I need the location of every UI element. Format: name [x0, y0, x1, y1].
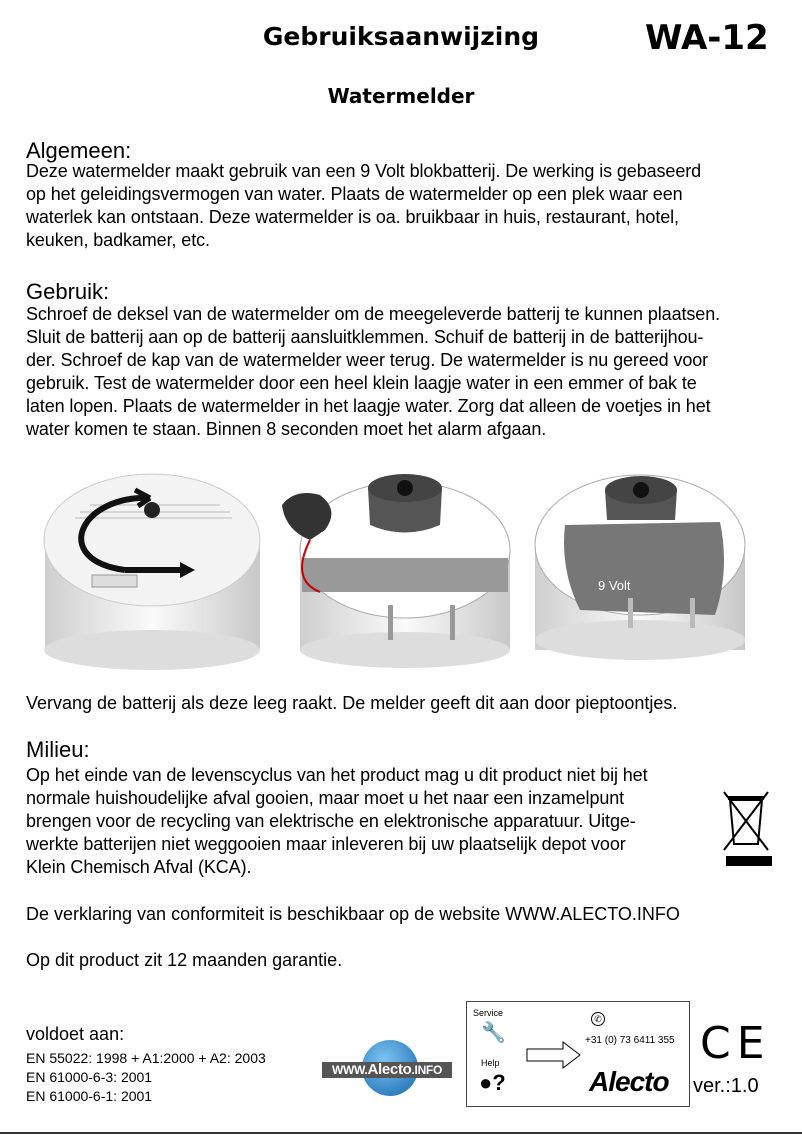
text-line: keuken, badkamer, etc.: [26, 230, 210, 250]
battery-replacement-note: Vervang de batterij als deze leeg raakt. De melder geeft dit aan door pieptoontjes.: [26, 693, 678, 713]
text-line: Deze watermelder maakt gebruik van een 9 Volt blokbatterij. De werking is gebaseerd: [26, 161, 702, 181]
paragraph-gebruik: [26, 303, 720, 441]
subtitle: Watermelder: [327, 84, 475, 108]
text-line: water komen te staan. Binnen 8 seconden moet het alarm afgaan.: [26, 419, 547, 439]
compliance-label: voldoet aan:: [26, 1024, 125, 1044]
warranty-note: Op dit product zit 12 maanden garantie.: [26, 950, 343, 970]
standards-list: [26, 1049, 266, 1106]
text-line: werkte batterijen niet weggooien maar inleveren bij uw plaatselijk depot voor: [26, 834, 626, 854]
text-line: gebruik. Test de watermelder door een heel klein laagje water in een emmer of bak te: [26, 373, 697, 393]
help-label: Help: [481, 1058, 500, 1068]
help-person-icon: ●?: [479, 1070, 506, 1095]
text-line: op het geleidingsvermogen van water. Plaats de watermelder op een plek waar een: [26, 184, 683, 204]
phone-icon: ✆: [591, 1012, 605, 1026]
detector-closed: [44, 474, 260, 670]
service-label: Service: [473, 1008, 504, 1018]
bottom-divider: [0, 1132, 802, 1134]
heading-milieu: Milieu:: [26, 737, 90, 762]
version-label: ver.:1.0: [693, 1075, 759, 1097]
weee-bin-icon: [718, 788, 774, 868]
text-line: Sluit de batterij aan op de batterij aansluitklemmen. Schuif de batterij in de batterijhou-: [26, 327, 704, 347]
text-line: laten lopen. Plaats de watermelder in het laagje water. Zorg dat alleen de voetjes in het: [26, 396, 711, 416]
service-phone: +31 (0) 73 6411 355: [585, 1035, 675, 1046]
heading-gebruik: Gebruik:: [26, 279, 110, 304]
service-box: [466, 1001, 690, 1107]
conformity-note: De verklaring van conformiteit is beschikbaar op de website WWW.ALECTO.INFO: [26, 904, 680, 924]
wrench-icon: 🔧: [481, 1022, 506, 1044]
document-title: Gebruiksaanwijzing: [262, 22, 540, 51]
alecto-brand-logo: Alecto: [589, 1066, 669, 1097]
text-line: der. Schroef de kap van de watermelder weer terug. De watermelder is nu gereed voor: [26, 350, 709, 370]
text-line: Op het einde van de levenscyclus van het product mag u dit product niet bij het: [26, 765, 648, 785]
text-line: Klein Chemisch Afval (KCA).: [26, 857, 252, 877]
model-number: WA-12: [645, 18, 769, 58]
arrow-right-icon: [525, 1040, 583, 1070]
battery-label: 9 Volt: [598, 578, 631, 593]
detector-open-connector: [282, 474, 510, 668]
standard-item: EN 61000-6-1: 2001: [26, 1088, 153, 1104]
alecto-website-logo: WWW.Alecto.INFO: [322, 1040, 452, 1108]
text-line: waterlek kan ontstaan. Deze watermelder is oa. bruikbaar in huis, restaurant, hotel,: [26, 207, 679, 227]
ce-mark: CE: [700, 1018, 771, 1069]
detector-with-battery: [535, 475, 745, 660]
standard-item: EN 55022: 1998 + A1:2000 + A2: 2003: [26, 1050, 266, 1066]
heading-algemeen: Algemeen:: [26, 138, 132, 163]
paragraph-milieu: [26, 764, 648, 879]
standard-item: EN 61000-6-3: 2001: [26, 1069, 153, 1085]
text-line: normale huishoudelijke afval gooien, maar moet u het naar een inzamelpunt: [26, 788, 625, 808]
paragraph-algemeen: [26, 160, 701, 252]
text-line: brengen voor de recycling van elektrische en elektronische apparatuur. Uitge-: [26, 811, 636, 831]
text-line: Schroef de deksel van de watermelder om de meegeleverde batterij te kunnen plaatsen.: [26, 304, 721, 324]
battery-installation-illustration: [20, 470, 790, 680]
